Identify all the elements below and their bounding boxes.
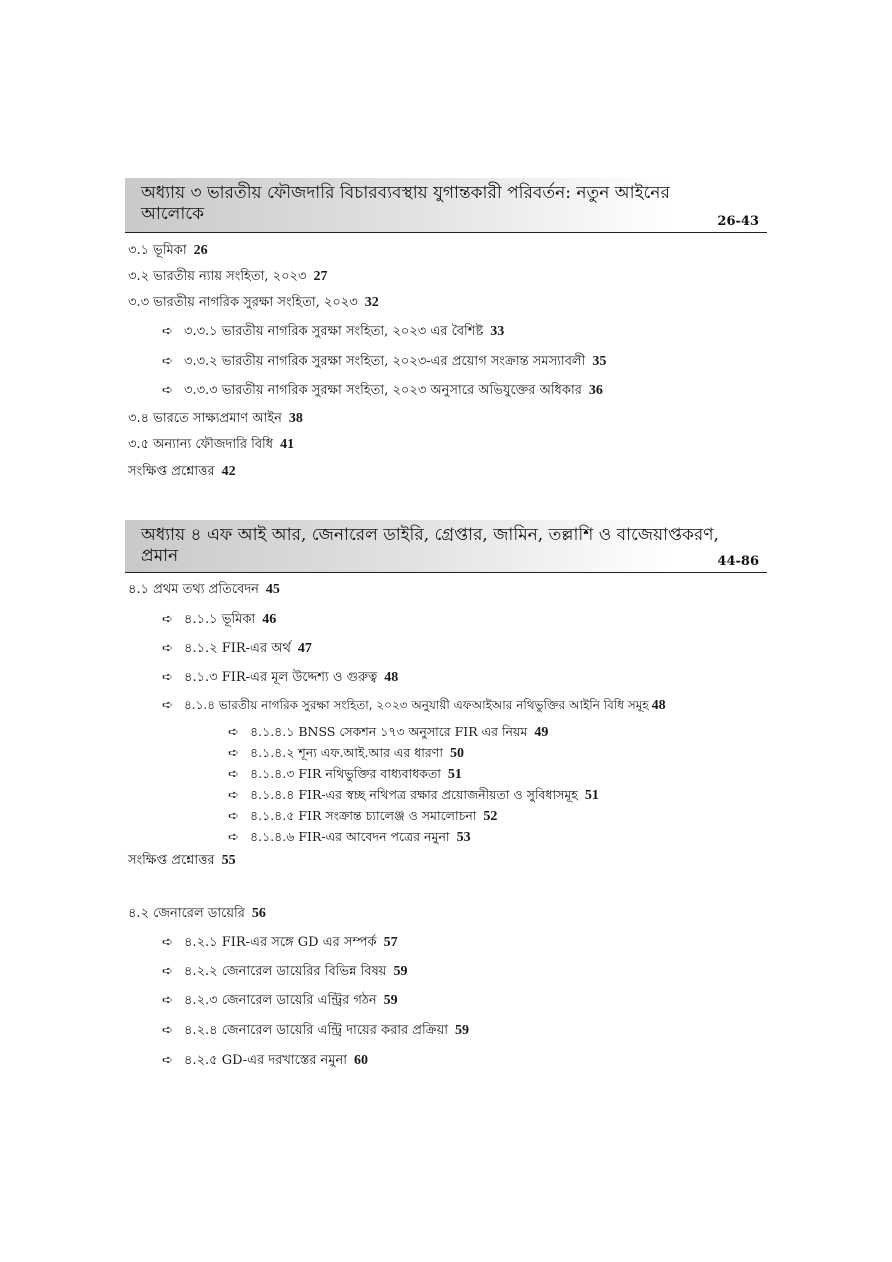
chapter-4-page-range: 44-86: [717, 554, 759, 569]
toc-subentry[interactable]: ➪ ৪.২.৫ GD-এর দরখাস্তের নমুনা 60: [162, 1053, 368, 1068]
toc-subentry[interactable]: ➪ ৩.৩.২ ভারতীয় নাগরিক সুরক্ষা সংহিতা, ২০২৩-এর প্রয়োগ সংক্রান্ত সমস্যাবলী 35: [162, 354, 607, 369]
chapter-4-header: [125, 520, 767, 573]
toc-entry[interactable]: ৪.২ জেনারেল ডায়েরি 56: [128, 906, 266, 921]
chapter-4-title: অধ্যায় ৪ এফ আই আর, জেনারেল ডাইরি, গ্রেপ্তার, জামিন, তল্লাশি ও বাজেয়াপ্তকরণ, প্রমান: [141, 525, 719, 566]
toc-subsubentry[interactable]: ➪ ৪.১.৪.৫ FIR সংক্রান্ত চ্যালেঞ্জ ও সমালোচনা 52: [228, 808, 498, 824]
toc-subentry[interactable]: ➪ ৪.১.১ ভূমিকা 46: [162, 612, 277, 627]
toc-subentry[interactable]: ➪ ৪.২.১ FIR-এর সঙ্গে GD এর সম্পর্ক 57: [162, 935, 398, 950]
arrow-bullet-icon: ➪: [228, 725, 239, 740]
toc-subsubentry[interactable]: ➪ ৪.১.৪.৪ FIR-এর স্বচ্ছ নথিপত্র রক্ষার প্রয়োজনীয়তা ও সুবিধাসমূহ 51: [228, 787, 599, 803]
chapter-3-header: [125, 178, 767, 233]
arrow-bullet-icon: ➪: [228, 767, 239, 782]
arrow-bullet-icon: ➪: [162, 698, 173, 713]
arrow-bullet-icon: ➪: [162, 993, 173, 1008]
toc-subentry[interactable]: ➪ ৪.১.৩ FIR-এর মূল উদ্দেশ্য ও গুরুত্ব 48: [162, 670, 399, 685]
toc-subentry[interactable]: ➪ ৪.১.৪ ভারতীয় নাগরিক সুরক্ষা সংহিতা, ২০২৩ অনুযায়ী এফআইআর নথিভুক্তির আইনি বিধি সমূহ 48: [162, 698, 666, 713]
chapter-3-page-range: 26-43: [717, 214, 759, 229]
toc-subentry[interactable]: ➪ ৪.১.২ FIR-এর অর্থ 47: [162, 641, 312, 656]
arrow-bullet-icon: ➪: [228, 830, 239, 845]
arrow-bullet-icon: ➪: [162, 1053, 173, 1068]
arrow-bullet-icon: ➪: [162, 670, 173, 685]
arrow-bullet-icon: ➪: [162, 324, 173, 339]
arrow-bullet-icon: ➪: [162, 964, 173, 979]
arrow-bullet-icon: ➪: [228, 788, 239, 803]
toc-entry[interactable]: ৩.১ ভূমিকা 26: [128, 243, 208, 258]
arrow-bullet-icon: ➪: [162, 1023, 173, 1038]
arrow-bullet-icon: ➪: [162, 383, 173, 398]
toc-subentry[interactable]: ➪ ৪.২.৪ জেনারেল ডায়েরি এন্ট্রি দায়ের করার প্রক্রিয়া 59: [162, 1023, 470, 1038]
toc-entry[interactable]: ৪.১ প্রথম তথ্য প্রতিবেদন 45: [128, 582, 280, 597]
arrow-bullet-icon: ➪: [162, 935, 173, 950]
toc-entry[interactable]: ৩.২ ভারতীয় ন্যায় সংহিতা, ২০২৩ 27: [128, 269, 328, 284]
chapter-3-title: অধ্যায় ৩ ভারতীয় ফৌজদারি বিচারব্যবস্থায় যুগান্তকারী পরিবর্তন: নতুন আইনের আলোকে: [141, 183, 670, 224]
toc-entry[interactable]: ৩.৫ অন্যান্য ফৌজদারি বিধি 41: [128, 437, 295, 452]
toc-subentry[interactable]: ➪ ৩.৩.৩ ভারতীয় নাগরিক সুরক্ষা সংহিতা, ২০২৩ অনুসারে অভিযুক্তের অধিকার 36: [162, 383, 603, 398]
toc-entry[interactable]: ৩.৩ ভারতীয় নাগরিক সুরক্ষা সংহিতা, ২০২৩ 32: [128, 295, 379, 310]
arrow-bullet-icon: ➪: [228, 746, 239, 761]
arrow-bullet-icon: ➪: [162, 612, 173, 627]
toc-subentry[interactable]: ➪ ৪.২.২ জেনারেল ডায়েরির বিভিন্ন বিষয় 59: [162, 964, 408, 979]
arrow-bullet-icon: ➪: [228, 809, 239, 824]
toc-subsubentry[interactable]: ➪ ৪.১.৪.১ BNSS সেকশন ১৭৩ অনুসারে FIR এর নিয়ম 49: [228, 724, 549, 740]
toc-entry[interactable]: সংক্ষিপ্ত প্রশ্নোত্তর 55: [128, 853, 236, 868]
toc-subentry[interactable]: ➪ ৩.৩.১ ভারতীয় নাগরিক সুরক্ষা সংহিতা, ২০২৩ এর বৈশিষ্ট 33: [162, 324, 505, 339]
toc-subentry[interactable]: ➪ ৪.২.৩ জেনারেল ডায়েরি এন্ট্রির গঠন 59: [162, 993, 398, 1008]
arrow-bullet-icon: ➪: [162, 641, 173, 656]
toc-subsubentry[interactable]: ➪ ৪.১.৪.৩ FIR নথিভুক্তির বাধ্যবাধকতা 51: [228, 766, 462, 782]
toc-subsubentry[interactable]: ➪ ৪.১.৪.৬ FIR-এর আবেদন পত্রের নমুনা 53: [228, 829, 471, 845]
toc-entry[interactable]: ৩.৪ ভারতে সাক্ষ্যপ্রমাণ আইন 38: [128, 411, 303, 426]
toc-entry[interactable]: সংক্ষিপ্ত প্রশ্নোত্তর 42: [128, 464, 236, 479]
toc-subsubentry[interactable]: ➪ ৪.১.৪.২ শূন্য এফ.আই.আর এর ধারণা 50: [228, 745, 464, 761]
arrow-bullet-icon: ➪: [162, 354, 173, 369]
